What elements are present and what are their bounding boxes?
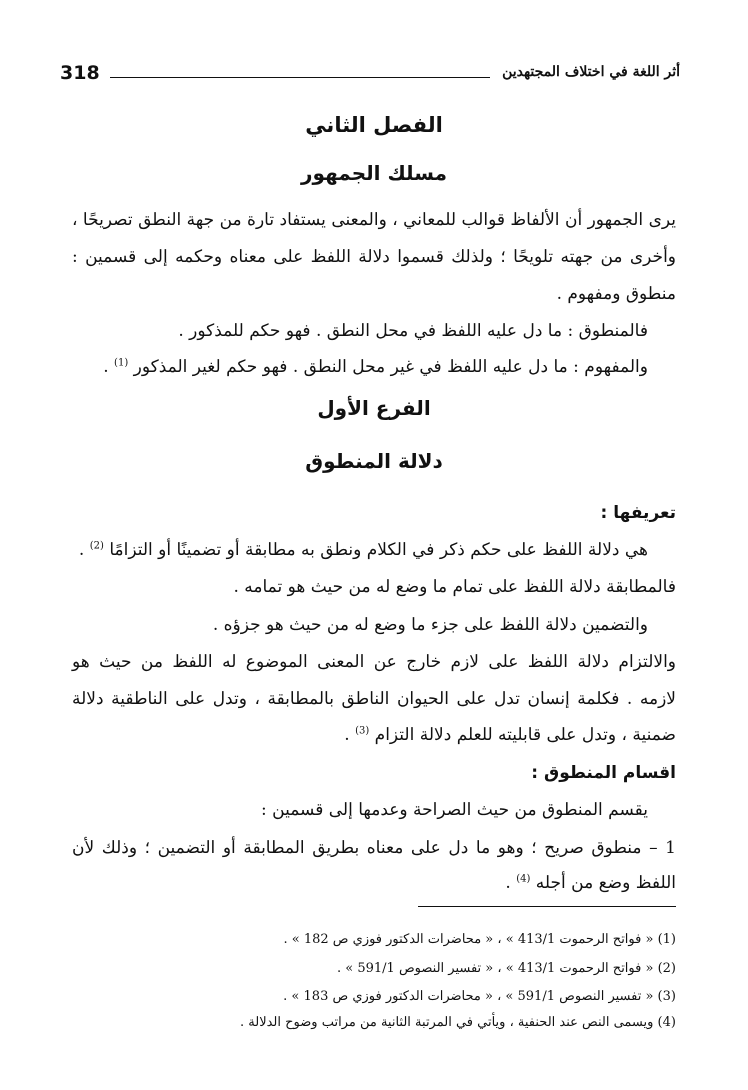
running-title: أثر اللغة في اختلاف المجتهدين bbox=[502, 64, 680, 80]
definition-heading: تعريفها : bbox=[600, 503, 676, 523]
chapter-title: الفصل الثاني bbox=[305, 113, 443, 137]
footnote-ref-4[interactable]: (4) bbox=[516, 873, 531, 885]
mafhum-text: والمفهوم : ما دل عليه اللفظ في غير محل النطق . فهو حكم لغير المذكور bbox=[133, 357, 648, 377]
page-number: 318 bbox=[60, 62, 100, 84]
mantuq-definition: فالمنطوق : ما دل عليه اللفظ في محل النطق . فهو حكم للمذكور . bbox=[178, 321, 648, 341]
footnote-2: (2) « فواتح الرحموت 413/1 » ، « تفسير النصوص 591/1 » . bbox=[336, 961, 676, 976]
definition-line-6 bbox=[72, 725, 676, 745]
intro-line-3: منطوق ومفهوم . bbox=[556, 284, 676, 304]
definition-line-1 bbox=[72, 540, 648, 560]
definition-line-3: والتضمين دلالة اللفظ على جزء ما وضع له من حيث هو جزؤه . bbox=[212, 615, 648, 635]
branch-title: الفرع الأول bbox=[317, 396, 431, 420]
mafhum-period: . bbox=[103, 357, 109, 377]
footnote-ref-3[interactable]: (3) bbox=[355, 725, 370, 737]
divisions-heading: اقسام المنطوق : bbox=[531, 763, 676, 783]
divisions-line-1: يقسم المنطوق من حيث الصراحة وعدمها إلى قسمين : bbox=[261, 800, 648, 820]
definition-text-6: ضمنية ، وتدل على قابليته للعلم دلالة التزام bbox=[374, 725, 676, 745]
divisions-line-3 bbox=[72, 873, 676, 893]
definition-line-5: لازمه . فكلمة إنسان تدل على الحيوان الناطق بالمطابقة ، وتدل على الناطقية دلالة bbox=[72, 689, 676, 709]
footnote-ref-1[interactable]: (1) bbox=[114, 357, 129, 369]
footnote-3: (3) « تفسير النصوص 591/1 » ، « محاضرات الدكتور فوزي ص 183 » . bbox=[283, 989, 676, 1004]
definition-line-4: والالتزام دلالة اللفظ على لازم خارج عن المعنى الموضوع له اللفظ من حيث هو bbox=[72, 652, 676, 672]
page-header bbox=[60, 62, 680, 90]
intro-line-2: وأخرى من جهته تلويحًا ؛ ولذلك قسموا دلالة اللفظ على معناه وحكمه إلى قسمين : bbox=[72, 247, 676, 267]
footnote-1: (1) « فواتح الرحموت 413/1 » ، « محاضرات الدكتور فوزي ص 182 » . bbox=[283, 932, 676, 947]
divisions-text-3: اللفظ وضع من أجله bbox=[535, 873, 676, 893]
header-rule bbox=[110, 77, 490, 78]
intro-line-1: يرى الجمهور أن الألفاظ قوالب للمعاني ، والمعنى يستفاد تارة من جهة النطق تصريحًا ، bbox=[72, 210, 676, 230]
definition-period-6: . bbox=[344, 725, 350, 745]
divisions-line-2: 1 – منطوق صريح ؛ وهو ما دل على معناه بطريق المطابقة أو التضمين ؛ وذلك لأن bbox=[72, 838, 676, 858]
definition-line-2: فالمطابقة دلالة اللفظ على تمام ما وضع له من حيث هو تمامه . bbox=[233, 577, 676, 597]
mafhum-definition bbox=[72, 357, 648, 377]
definition-text-1: هي دلالة اللفظ على حكم ذكر في الكلام ونطق به مطابقة أو تضمينًا أو التزامًا bbox=[109, 540, 648, 560]
footnote-separator bbox=[418, 906, 676, 907]
definition-period-1: . bbox=[78, 540, 85, 560]
divisions-period-3: . bbox=[505, 873, 511, 893]
footnote-ref-2[interactable]: (2) bbox=[89, 540, 104, 552]
topic-title: دلالة المنطوق bbox=[305, 449, 443, 473]
section-title: مسلك الجمهور bbox=[301, 161, 447, 185]
footnote-4: (4) ويسمى النص عند الحنفية ، ويأتي في المرتبة الثانية من مراتب وضوح الدلالة . bbox=[240, 1015, 676, 1030]
